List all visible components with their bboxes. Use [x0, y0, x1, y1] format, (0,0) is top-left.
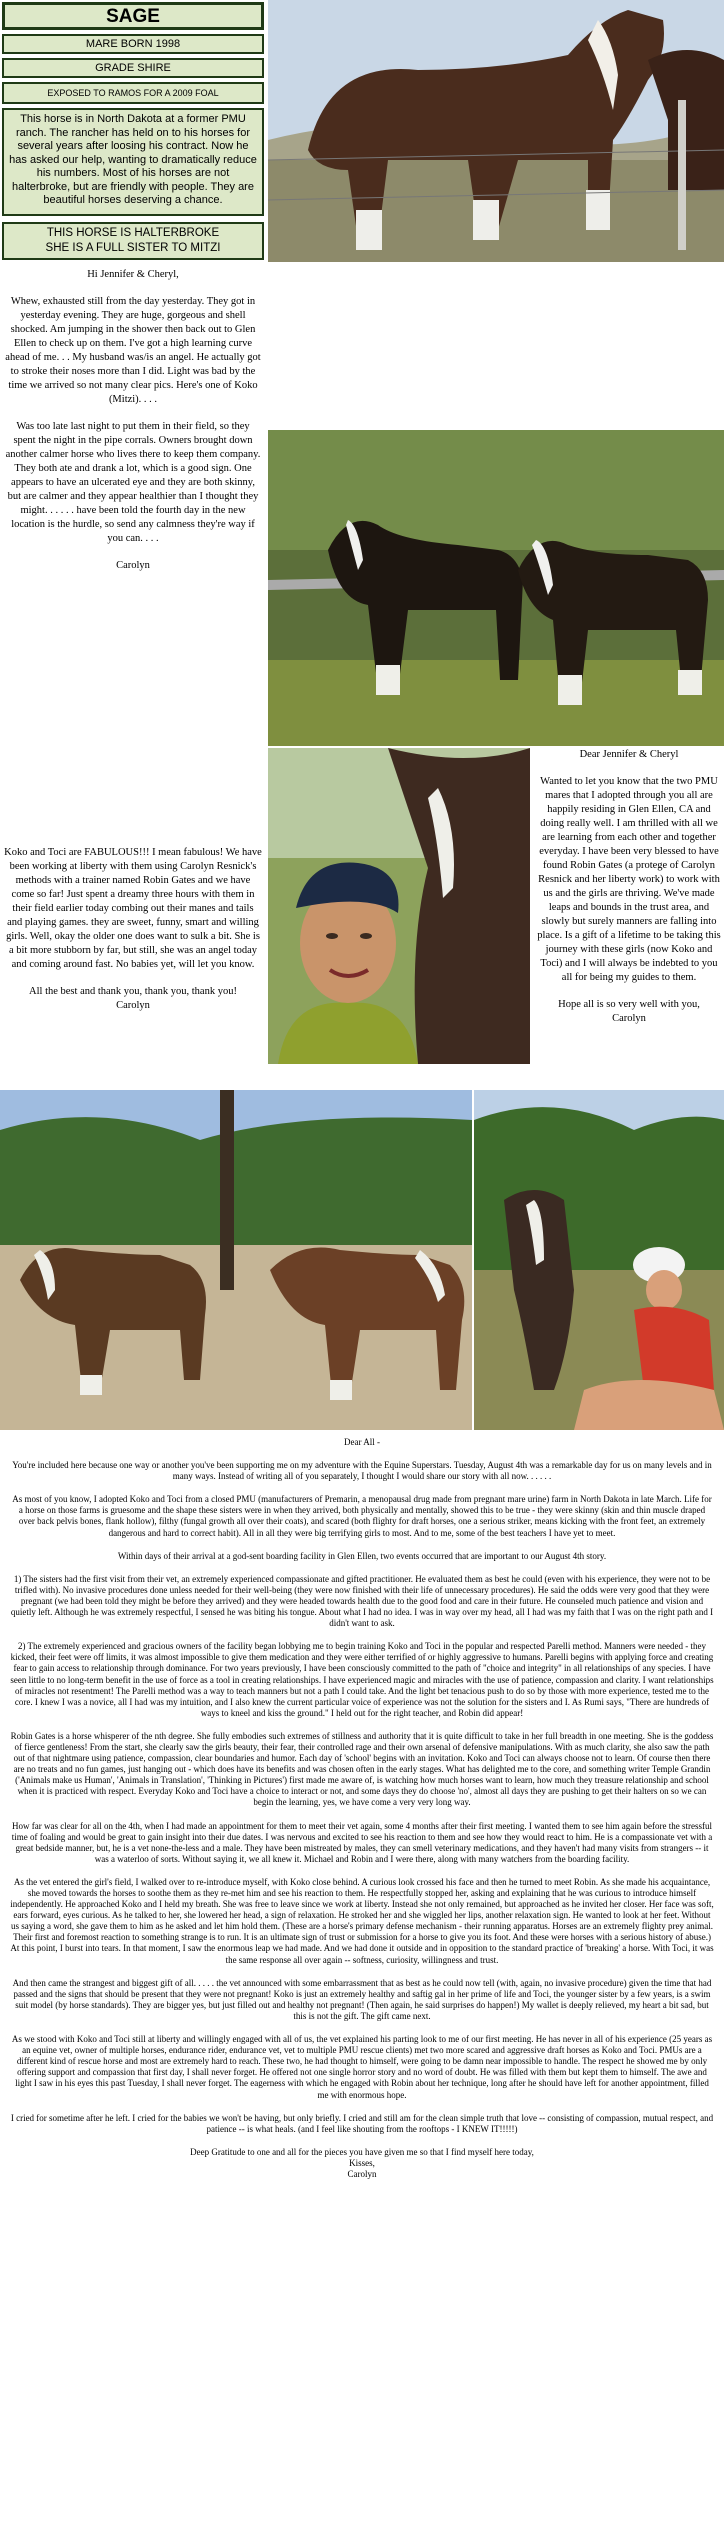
letter-2-signature: Carolyn — [116, 1000, 150, 1011]
letter-4-greeting: Dear All - — [344, 1437, 380, 1447]
letter-1 — [4, 268, 262, 573]
letter-3-paragraph: Wanted to let you know that the two PMU mares that I adopted through you all are happily residing in Glen Ellen, CA and doing really well. I am thrilled with all we are learning from each other and together everyday. I have been very blessed to have found Robin Gates (a protege of Carolyn Resnick and her liberty work) to work with us and the girls are thriving. We've made leaps and bounds in the trust area, and slowly but surely manners are falling into place. Is a gift of a lifetime to be taking this journey with these girls (now Koko and Toci) and I will always be indebted to you all for being my guides to them. — [537, 776, 721, 983]
halter-line-2: SHE IS A FULL SISTER TO MITZI — [45, 242, 221, 254]
letter-4-closing: Deep Gratitude to one and all for the pieces you have given me so that I find myself here today, — [190, 2146, 534, 2157]
letter-1-greeting: Hi Jennifer & Cheryl, — [87, 269, 179, 280]
photo-horses-in-corral — [268, 430, 724, 746]
photo-horses-at-liberty — [0, 1090, 472, 1430]
letter-4-paragraph: And then came the strangest and biggest gift of all. . . . . the vet announced with some embarrassment that as best as he could now tell (with, again, no invasive procedure) given the time that had passed and the signs that should be present that they were not pregnant! Koko is just an extremely healthy and saftig gal in her prime of life and Toci, the younger sister by a few years, is a swim suit model (by horse standards). They are bigger yes, but just filled out and healthy not pregnant! (Then again, he said surprises do happen!) My wallet is deeply relieved, my heart a bit sad, but this is not the gift. The gift came next. — [12, 1977, 712, 2021]
born-label: MARE BORN 1998 — [2, 34, 264, 54]
letter-4-signature: Carolyn — [347, 2168, 377, 2179]
exposed-label: EXPOSED TO RAMOS FOR A 2009 FOAL — [2, 82, 264, 104]
horse-description: This horse is in North Dakota at a former PMU ranch. The rancher has held on to his horses for several years after loosing his contract. Now he has asked our help, wanting to dramatically reduce his numbers. Most of his horses are not halterbroke, but are friendly with people. They are beautiful horses deserving a chance. — [2, 108, 264, 216]
letter-4-paragraph: Within days of their arrival at a god-sent boarding facility in Glen Ellen, two events occurred that are important to our August 4th story. — [117, 1550, 607, 1561]
letter-3-closing: Hope all is so very well with you, — [558, 999, 700, 1010]
letter-4 — [10, 1437, 714, 2180]
photo-person-with-horse — [474, 1090, 724, 1430]
letter-4-paragraph: I cried for sometime after he left. I cried for the babies we won't be having, but only briefly. I cried and still am for the clean simple truth that love -- consisting of compassion, mutual respect, and patience -- is what heals. (and I feel like shouting from the rooftops - I KNEW IT!!!!!) — [10, 2112, 714, 2134]
letter-2 — [4, 846, 262, 1013]
letter-4-paragraph: As the vet entered the girl's field, I walked over to re-introduce myself, with Koko close behind. A curious look crossed his face and then he turned to meet Robin. As she made his acquaintance, she moved towards the horses to soothe them as they re-met him and see his reaction to them. He respectfully stopped her, asking and explaining that he was curious to introduce himself independently. He approached Koko and I held my breath. She was free to leave since we work at liberty. Instead she not only remained, but approached as he invited her closer. Her face was soft, ears forward, eyes curious. As he talked to her, she lowered her head, a sign of relaxation. He stroked her and she wiggled her lips, another relaxation sign. He wanted to look at her feet. Without us saying a word, she gave them to him as he asked and let him hold them. (These are a horse's primary defense mechanism - their running apparatus. Horses are an extremely flighty prey animal. Their first and foremost reaction to something strange is to run. It is an ultimate sign of trust or submission for a horse to give you its foot. And these were horses with a serious history of abuse.) At this point, I burst into tears. In that moment, I saw the enormous leap we had made. And we had done it outside and in opposition to the standard practice of 'breaking' a horse. With Toci, it was the same response all over again -- softness, curiosity, willingness and trust. — [10, 1876, 714, 1965]
letter-1-paragraph: Whew, exhausted still from the day yesterday. They got in yesterday evening. They are huge, gorgeous and shell shocked. Am jumping in the shower then back out to Glen Ellen to check up on them. I've got a high learning curve ahead of me. . . My husband was/is an angel. He actually got to stroke their noses more than I did. Light was bad by the time we arrived so not many clear pics. Here's one of Koko (Mitzi). . . . — [5, 296, 261, 405]
letter-2-paragraph: Koko and Toci are FABULOUS!!! I mean fabulous! We have been working at liberty with them using Carolyn Resnick's methods with a trainer named Robin Gates and we have come so far! Just spent a dreamy three hours with them in their field earlier today combing out their manes and tails and playing games. they are sweet, funny, smart and willing girls. Well, okay the older one does want to sulk a bit. She is a bit more stubborn by far, but still, she was an angel today and coming around fast. No babies yet, will let you know. — [4, 847, 262, 970]
letter-1-signature: Carolyn — [116, 560, 150, 571]
photo-horses-at-fence — [268, 0, 724, 262]
letter-4-paragraph: 2) The extremely experienced and gracious owners of the facility began lobbying me to begin training Koko and Toci in the popular and respected Parelli method. Manners were needed - they kicked, their feet were off limits, it was almost impossible to give them medication and they were either terrified of or highly aggressive to humans. Parelli begins with applying force and creating fear to gain access to relationship through dominance. For two years previously, I have been consciously committed to the path of "choice and integrity" in all relationships of any species. I have seen little to no long-term benefit in the use of force as a tool in creating relationships. I have experienced magic and miracles with the use of patience, compassion and clarity. I want relationships of miracles not resentment! The Parelli method was a way to teach manners but not a path I could take. And the light bet tenacious push to do so by those with more experience, tested me to the core. I knew I was a novice, all I had was my intuition, and I also knew the current particular voice of experience was not the solution for the sisters and I. As Rumi says, "There are hundreds of ways to kneel and kiss the ground." I held out for the right teacher, and Robin did appear! — [10, 1641, 714, 1718]
letter-3-greeting: Dear Jennifer & Cheryl — [579, 749, 679, 760]
horse-name-title: SAGE — [2, 2, 264, 30]
letter-4-paragraph: Robin Gates is a horse whisperer of the nth degree. She fully embodies such extremes of stillness and authority that it is quite difficult to take in her full breadth in one meeting. She is the goddess of fierce gentleness! From the start, she clearly saw the girls beauty, their fear, their controlled rage and their own arsenal of defensive manipulations. With as much clarity, she also saw the path out of that nightmare using patience, compassion, clear boundaries and humor. Each day of 'school' begins with an invitation. Koko and Toci can always choose not to learn. Of course then there are no treats and no fun games, just hanging out - which does have its benefits and was chosen often in the early stages. What has delighted me to the core, and something writer Temple Grandin ('Animals make us Human', 'Animals in Translation', 'Thinking in Pictures') first made me aware of, is watching how much horses want to learn, how much they treasure relationship and school when it is practiced with respect. Everyday Koko and Toci have a choice to interact or not, and some days they do choose 'no', almost all days they are pushing to get their halters on so we can begin the learning, yes, we have come a very very long way. — [10, 1730, 714, 1808]
letter-4-paragraph: 1) The sisters had the first visit from their vet, an extremely experienced compassionate and gifted practitioner. He evaluated them as best he could (even with his experience, they were not to be trifled with). No invasive procedures done unless needed for their well-being (they were now finished with their life of unnecessary procedures). He said the odds were very good that they were pregnant (we had been told they might be before they arrived) and they were headed towards health due to the good food and care in their future. He counseled much patience and vision and quietly left. Although he was extremely respectful, I sensed he was biting his tongue. About what I had no idea. I was in way over my head, all I had was my faith that I was on the right path and I didn't want to ask. — [10, 1573, 714, 1629]
letter-4-paragraph: How far was clear for all on the 4th, when I had made an appointment for them to meet their vet again, some 4 months after their first meeting. I wanted them to see him again before the stressful time of foaling and would be great to gain insight into their due dates. I was nervous and excited to see his reaction to them and see how they would react to him. He is a compassionate vet with a great bedside manner, but, he is a vet none-the-less and a male. They have been mistreated by males, they can smell veterinary medications, and they haven't had many visits from strangers -- it was a waterloo of sorts. Without saying it, we all knew it. Michael and Robin and I were there, along with many watchers from the boarding facility. — [11, 1820, 713, 1864]
breed-label: GRADE SHIRE — [2, 58, 264, 78]
letter-4-paragraph: As most of you know, I adopted Koko and Toci from a closed PMU (manufacturers of Premarin, a menopausal drug made from pregnant mare urine) farm in North Dakota in late March. Life for a horse on those farms is gruesome and the shape these sisters were in when they arrived, both physically and mentally, showed this to be true - they were skinny (skin and thin muscle draped over back pelvis bones, flank hollow), filthy (fungal growth all over their coats), and scared (both flighty for draft horses, one a serious striker, means kicking with the front feet, an extremely dangerous and hard to correct habit). All in all they were big terrifying girls to most. And to me, some of the best teachers I have yet to meet. — [12, 1494, 712, 1538]
halter-line-1: THIS HORSE IS HALTERBROKE — [46, 227, 220, 239]
letter-3 — [536, 748, 722, 1026]
letter-3-signature: Carolyn — [612, 1013, 646, 1024]
photo-woman-with-horse — [268, 748, 530, 1064]
letter-4-kisses: Kisses, — [349, 2157, 375, 2168]
letter-4-paragraph: As we stood with Koko and Toci still at liberty and willingly engaged with all of us, the vet explained his parting look to me of our first meeting. He has never in all of his experience (25 years as an equine vet, owner of multiple horses, endurance rider, endurance vet, vet to multiple PMU rescue clients) met two more scared and aggressive draft horses as Koko and Toci. PMUs are a different kind of rescue horse and most are extremely hard to reach. These two, he had thought to himself, were going to be damn near impossible to handle. The respect he showed me by only offering support and compassion that first day, I shall never forget. He offered not one single horror story and no word of doubt. He was filled with them but kept them to himself. The awe and light I saw in his eyes this past Tuesday, I shall never forget. The eagerness with which he engaged with Robin about her technique, long after he should have left for another appointment, filled me with enormous hope. — [11, 2034, 713, 2100]
letter-4-paragraph: You're included here because one way or another you've been supporting me on my adventure with the Equine Superstars. Tuesday, August 4th was a remarkable day for us on many levels and in many ways. Instead of writing all of you separately, I thought I would share our story with all now. . . . . . — [12, 1460, 712, 1482]
halter-info — [2, 222, 264, 260]
letter-2-thanks: All the best and thank you, thank you, thank you! — [29, 986, 237, 997]
letter-1-paragraph: Was too late last night to put them in their field, so they spent the night in the pipe corrals. Owners brought down another calmer horse who lives there to keep them company. They both ate and drank a lot, which is a good sign. One appears to have an ulcerated eye and they are both skinny, but are calmer and they appear healthier than I thought they might. . . . . . have been told the fourth day in the new location is the hurdle, so send any calmness they're way if you can. . . . — [5, 421, 261, 544]
